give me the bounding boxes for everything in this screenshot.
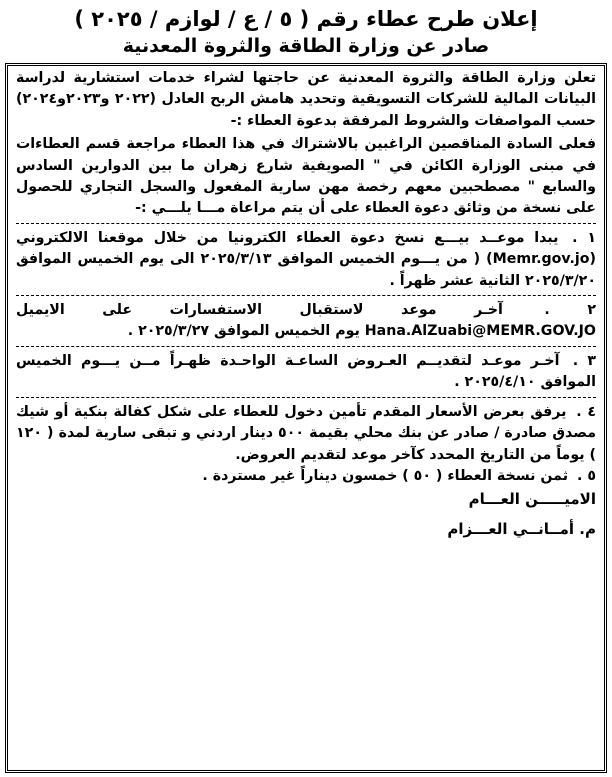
intro-paragraph: تعلن وزارة الطاقة والثروة المعدنية عن حاجتها لشراء خدمات استشارية لدراسة البيانات المالية للشركات التسويقية وتحديد هامش الربح العادل (٢٠٢٢ و٢٠٢٣و٢٠٢٤) حسب المواصفات والشروط المرفقة بدعوة العطاء :- [16,70,596,129]
item-number: ٣ . [572,352,596,369]
signatory-name: م. أمــانــي العـــزام [447,520,596,539]
list-item [16,300,596,343]
item-divider [16,397,596,398]
tender-title: إعلان طرح عطاء رقم ( ٥ / ع / لوازم / ٢٠٢٥ ) [74,7,538,31]
item-text: ( من يـــوم الخميس الموافق ٢٠٢٥/٣/١٣ الى يوم الخميس الموافق ٢٠٢٥/٣/٢٠ الثانية عشر ظهراً . [16,251,596,289]
item-divider [16,295,596,296]
invitation-paragraph: فعلى السادة المناقصين الراغبين بالاشتراك في هذا العطاء مراجعة قسم العطاءات في مبنى الوزارة الكائن في " الصويفية شارع زهران ما بين الدوارين السادس والسابع " مصطحبين معهم رخصة مهن سارية المفعول والسجل التجاري للحصول على نسخة من وثائق دعوة العطاء على أن يتم مراعاة مـــا يلـــي :- [16,136,596,217]
list-item [16,402,596,466]
website-link[interactable]: (Memr.gov.jo) [486,251,596,268]
item-text: يوم الخميس الموافق ٢٠٢٥/٣/٢٧ . [127,323,360,340]
list-item [16,351,596,394]
item-number: ٤ . [576,403,596,420]
item-text: ثمن نسخة العطاء ( ٥٠ ) خمسون ديناراً غير مستردة . [202,467,569,484]
item-text: آخـر موعد لاستقبال الاستفسارات على الايميل [16,302,503,319]
list-item [16,466,596,487]
signatory-role: الاميـــــن العـــام [468,490,596,509]
announcement-box [5,63,607,773]
email-link[interactable]: Hana.AlZuabi@MEMR.GOV.JO [364,323,596,340]
item-divider [16,346,596,347]
item-number: ١ . [572,229,596,246]
list-item [16,228,596,292]
section-divider [16,223,596,224]
item-number: ٥ . [576,467,596,484]
item-number: ٢ . [544,302,596,319]
issuer-line: صادر عن وزارة الطاقة والثروة المعدنية [122,35,490,57]
item-text: آخـر موعـد لتقديــم العـروض الساعـة الواحـدة ظهـراً مــن يـــوم الخميس الموافق ٢٠٢٥/٤/١٠ . [16,352,596,391]
item-text: يرفق بعرض الأسعار المقدم تأمين دخول للعطاء على شكل كفالة بنكية أو شيك مصدق صادرة / صادر عن بنك محلي بقيمة ٥٠٠ دينار اردني و تبقى سارية لمدة ( ١٢٠ ) يوماً من التاريخ المحدد كآخر موعد لتقديم العروض. [16,403,596,463]
item-text: يبدا موعــد بيـــع نسخ دعوة العطاء الكترونيا من خلال موقعنا الالكتروني [16,229,559,246]
header [6,5,606,59]
